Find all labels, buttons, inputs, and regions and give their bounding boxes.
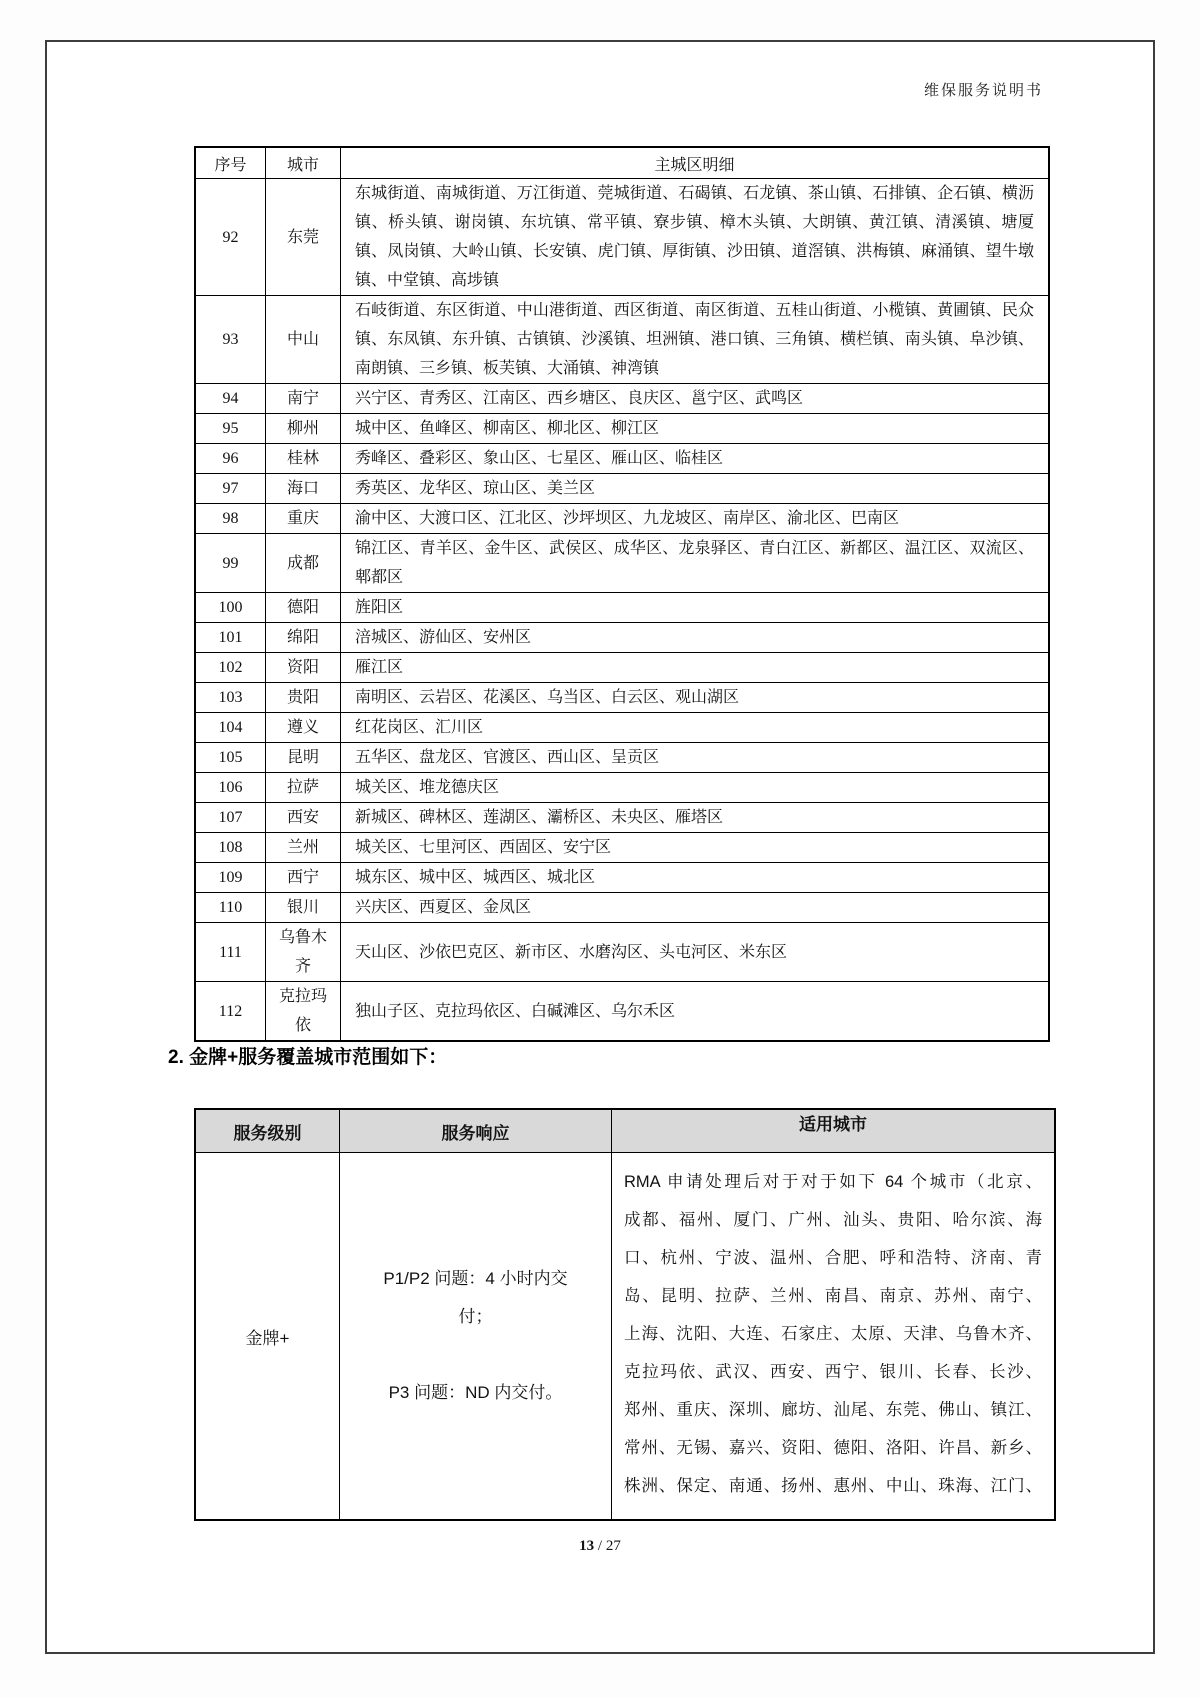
row-index-cell: 98 (195, 504, 266, 534)
column-header-city: 城市 (266, 147, 341, 179)
city-cell: 西宁 (266, 863, 341, 893)
page-number-separator: / (594, 1538, 606, 1554)
column-header-index: 序号 (195, 147, 266, 179)
header-row (195, 1109, 1055, 1153)
row-index-cell: 106 (195, 773, 266, 803)
row-index-cell: 112 (195, 982, 266, 1042)
city-cell: 昆明 (266, 743, 341, 773)
column-header-service-level: 服务级别 (195, 1109, 340, 1153)
cities-line: 株洲、保定、南通、扬州、惠州、中山、珠海、江门、 (624, 1477, 1042, 1495)
city-coverage-body (195, 179, 1049, 1042)
table-row (195, 653, 1049, 683)
table-row (195, 504, 1049, 534)
table-row (195, 593, 1049, 623)
districts-cell: 天山区、沙依巴克区、新市区、水磨沟区、头屯河区、米东区 (341, 923, 1050, 982)
districts-cell: 秀峰区、叠彩区、象山区、七星区、雁山区、临桂区 (341, 444, 1050, 474)
row-index-cell: 110 (195, 893, 266, 923)
row-index-cell: 93 (195, 296, 266, 384)
city-cell: 兰州 (266, 833, 341, 863)
applicable-cities-cell (612, 1153, 1056, 1521)
cities-line: 克拉玛依、武汉、西安、西宁、银川、长春、长沙、 (624, 1363, 1042, 1381)
row-index-cell: 94 (195, 384, 266, 414)
cities-line: 常州、无锡、嘉兴、资阳、德阳、洛阳、许昌、新乡、 (624, 1439, 1042, 1457)
service-level-cell: 金牌+ (195, 1153, 340, 1521)
districts-cell: 城关区、七里河区、西固区、安宁区 (341, 833, 1050, 863)
city-cell: 东莞 (266, 179, 341, 296)
districts-cell: 石岐街道、东区街道、中山港街道、西区街道、南区街道、五桂山街道、小榄镇、黄圃镇、民众镇、东凤镇、东升镇、古镇镇、沙溪镇、坦洲镇、港口镇、三角镇、横栏镇、南头镇、阜沙镇、南朗镇、三乡镇、板芙镇、大涌镇、神湾镇 (341, 296, 1050, 384)
city-cell: 遵义 (266, 713, 341, 743)
table-row (195, 444, 1049, 474)
city-cell: 贵阳 (266, 683, 341, 713)
row-index-cell: 105 (195, 743, 266, 773)
city-cell: 克拉玛依 (266, 982, 341, 1042)
document-title: 维保服务说明书 (923, 83, 1043, 99)
city-cell: 海口 (266, 474, 341, 504)
districts-cell: 雁江区 (341, 653, 1050, 683)
table-row (195, 296, 1049, 384)
cities-line: RMA 申请处理后对于对于如下 64 个城市（北京、 (624, 1173, 1042, 1191)
row-index-cell: 104 (195, 713, 266, 743)
table-row (195, 743, 1049, 773)
cities-line: 上海、沈阳、大连、石家庄、太原、天津、乌鲁木齐、 (624, 1325, 1042, 1343)
city-cell: 中山 (266, 296, 341, 384)
districts-cell: 五华区、盘龙区、官渡区、西山区、呈贡区 (341, 743, 1050, 773)
city-cell: 资阳 (266, 653, 341, 683)
row-index-cell: 102 (195, 653, 266, 683)
service-table-header (195, 1109, 1055, 1153)
page-number (0, 1538, 1200, 1555)
city-cell: 绵阳 (266, 623, 341, 653)
page-number-total: 27 (605, 1538, 621, 1554)
cities-line: 郑州、重庆、深圳、廊坊、汕尾、东莞、佛山、镇江、 (624, 1401, 1042, 1419)
service-table-body (195, 1153, 1055, 1521)
table-row (195, 713, 1049, 743)
service-response-cell (340, 1153, 612, 1521)
table-row (195, 1153, 1055, 1521)
row-index-cell: 97 (195, 474, 266, 504)
section-heading: 2. 金牌+服务覆盖城市范围如下： (168, 1047, 448, 1068)
city-cell: 德阳 (266, 593, 341, 623)
row-index-cell: 99 (195, 534, 266, 593)
table-row (195, 623, 1049, 653)
table-row (195, 923, 1049, 982)
city-cell: 西安 (266, 803, 341, 833)
city-cell: 成都 (266, 534, 341, 593)
districts-cell: 兴宁区、青秀区、江南区、西乡塘区、良庆区、邕宁区、武鸣区 (341, 384, 1050, 414)
districts-cell: 红花岗区、汇川区 (341, 713, 1050, 743)
row-index-cell: 109 (195, 863, 266, 893)
table-row (195, 414, 1049, 444)
row-index-cell: 107 (195, 803, 266, 833)
city-cell: 银川 (266, 893, 341, 923)
row-index-cell: 103 (195, 683, 266, 713)
response-line: P3 问题：ND 内交付。 (388, 1383, 563, 1402)
row-index-cell: 108 (195, 833, 266, 863)
header-row (195, 147, 1049, 179)
cities-line: 岛、昆明、拉萨、兰州、南昌、南京、苏州、南宁、 (624, 1287, 1042, 1305)
table-row (195, 863, 1049, 893)
row-index-cell: 95 (195, 414, 266, 444)
table-row (195, 474, 1049, 504)
response-line: P1/P2 问题：4 小时内交 (383, 1269, 568, 1288)
row-index-cell: 92 (195, 179, 266, 296)
column-header-applicable-cities: 适用城市 (612, 1109, 1056, 1153)
districts-cell: 城中区、鱼峰区、柳南区、柳北区、柳江区 (341, 414, 1050, 444)
table-row (195, 833, 1049, 863)
row-index-cell: 111 (195, 923, 266, 982)
response-line (350, 1336, 601, 1374)
city-coverage-header (195, 147, 1049, 179)
districts-cell: 秀英区、龙华区、琼山区、美兰区 (341, 474, 1050, 504)
city-cell: 南宁 (266, 384, 341, 414)
table-row (195, 384, 1049, 414)
gold-plus-service-table (194, 1108, 1056, 1521)
table-row (195, 982, 1049, 1042)
districts-cell: 独山子区、克拉玛依区、白碱滩区、乌尔禾区 (341, 982, 1050, 1042)
page-number-current: 13 (579, 1538, 595, 1554)
city-cell: 拉萨 (266, 773, 341, 803)
table-row (195, 803, 1049, 833)
city-cell: 柳州 (266, 414, 341, 444)
response-line: 付； (458, 1307, 493, 1326)
row-index-cell: 96 (195, 444, 266, 474)
city-coverage-table (194, 146, 1050, 1042)
districts-cell: 城东区、城中区、城西区、城北区 (341, 863, 1050, 893)
districts-cell: 旌阳区 (341, 593, 1050, 623)
districts-cell: 南明区、云岩区、花溪区、乌当区、白云区、观山湖区 (341, 683, 1050, 713)
cities-line: 成都、福州、厦门、广州、汕头、贵阳、哈尔滨、海 (624, 1211, 1042, 1229)
districts-cell: 涪城区、游仙区、安州区 (341, 623, 1050, 653)
column-header-service-response: 服务响应 (340, 1109, 612, 1153)
city-cell: 重庆 (266, 504, 341, 534)
cities-line: 口、杭州、宁波、温州、合肥、呼和浩特、济南、青 (624, 1249, 1042, 1267)
districts-cell: 城关区、堆龙德庆区 (341, 773, 1050, 803)
row-index-cell: 101 (195, 623, 266, 653)
table-row (195, 534, 1049, 593)
districts-cell: 东城街道、南城街道、万江街道、莞城街道、石碣镇、石龙镇、茶山镇、石排镇、企石镇、横沥镇、桥头镇、谢岗镇、东坑镇、常平镇、寮步镇、樟木头镇、大朗镇、黄江镇、清溪镇、塘厦镇、凤岗镇、大岭山镇、长安镇、虎门镇、厚街镇、沙田镇、道滘镇、洪梅镇、麻涌镇、望牛墩镇、中堂镇、高埗镇 (341, 179, 1050, 296)
districts-cell: 兴庆区、西夏区、金凤区 (341, 893, 1050, 923)
districts-cell: 渝中区、大渡口区、江北区、沙坪坝区、九龙坡区、南岸区、渝北区、巴南区 (341, 504, 1050, 534)
table-row (195, 773, 1049, 803)
districts-cell: 新城区、碑林区、莲湖区、灞桥区、未央区、雁塔区 (341, 803, 1050, 833)
city-cell: 乌鲁木齐 (266, 923, 341, 982)
table-row (195, 179, 1049, 296)
column-header-districts: 主城区明细 (341, 147, 1050, 179)
row-index-cell: 100 (195, 593, 266, 623)
city-cell: 桂林 (266, 444, 341, 474)
table-row (195, 893, 1049, 923)
districts-cell: 锦江区、青羊区、金牛区、武侯区、成华区、龙泉驿区、青白江区、新都区、温江区、双流区、郫都区 (341, 534, 1050, 593)
table-row (195, 683, 1049, 713)
